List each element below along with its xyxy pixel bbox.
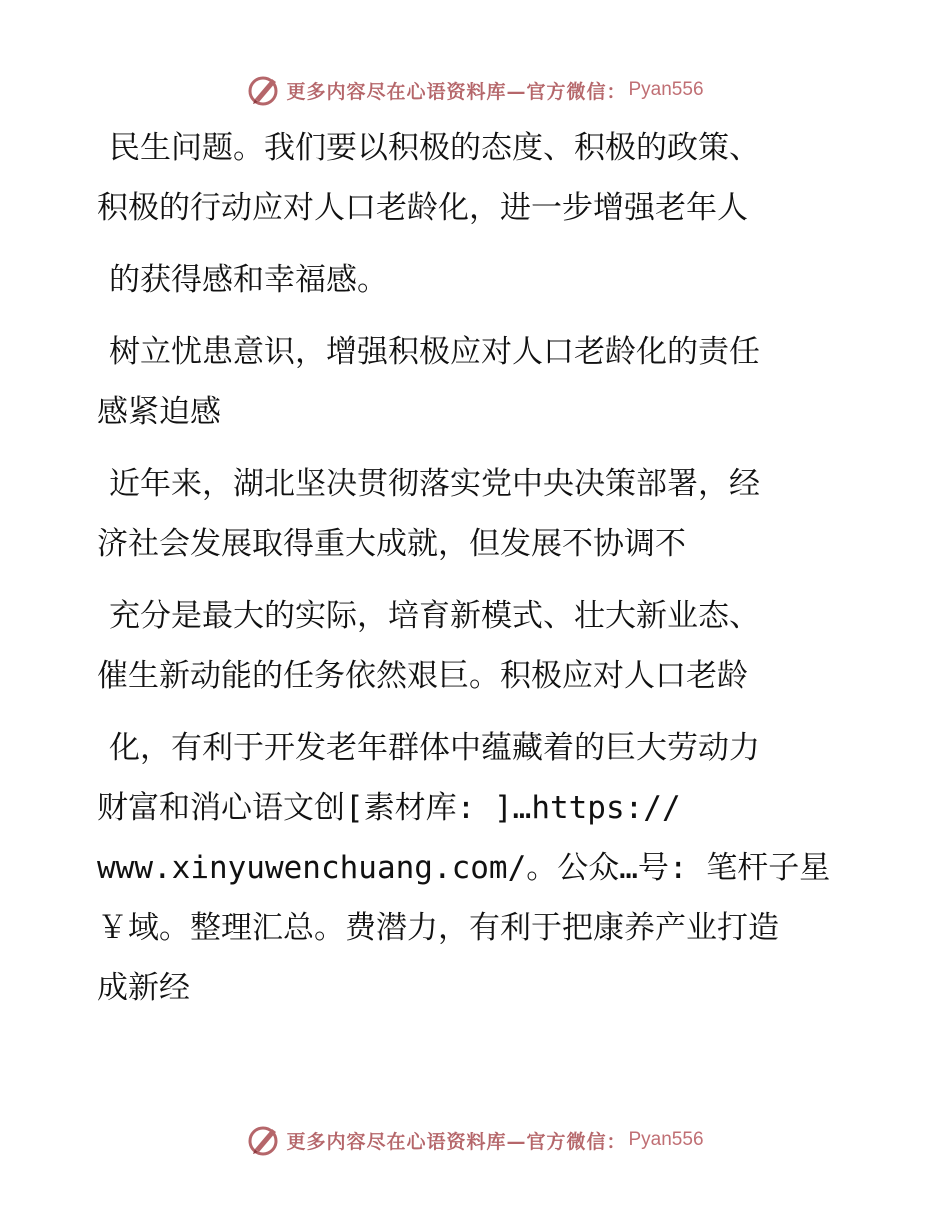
document-body: [97, 118, 897, 1018]
body-line: 充分是最大的实际，培育新模式、壮大新业态、: [109, 598, 760, 634]
header-banner: [0, 70, 950, 110]
body-line: 成新经: [97, 970, 190, 1006]
footer-banner: [0, 1120, 950, 1160]
header-wechat-id: Pyan556: [628, 79, 704, 100]
body-line: 催生新动能的任务依然艰巨。积极应对人口老龄: [97, 658, 748, 694]
body-line: 的获得感和幸福感。: [109, 262, 388, 298]
body-line: 树立忧患意识，增强积极应对人口老龄化的责任: [109, 334, 760, 370]
body-line: 化，有利于开发老年群体中蕴藏着的巨大劳动力: [109, 730, 760, 766]
body-line: 感紧迫感: [97, 394, 221, 430]
footer-wechat-id: Pyan556: [628, 1129, 704, 1150]
body-line: 民生问题。我们要以积极的态度、积极的政策、: [109, 130, 760, 166]
body-line: 济社会发展取得重大成就，但发展不协调不: [97, 526, 686, 562]
body-line: 近年来，湖北坚决贯彻落实党中央决策部署，经: [109, 466, 760, 502]
pen-logo-icon: [246, 1123, 280, 1157]
body-line: 积极的行动应对人口老龄化，进一步增强老年人: [97, 190, 748, 226]
body-line: ￥域。整理汇总。费潜力，有利于把康养产业打造: [97, 910, 779, 946]
body-line: 财富和消心语文创[素材库: ]…https://: [97, 790, 681, 826]
body-line: www.xinyuwenchuang.com/。公众…号: 笔杆子星: [97, 850, 831, 886]
header-label: 更多内容尽在心语资料库—官方微信：: [286, 80, 627, 103]
pen-logo-icon: [246, 73, 280, 107]
footer-label: 更多内容尽在心语资料库—官方微信：: [286, 1130, 627, 1153]
